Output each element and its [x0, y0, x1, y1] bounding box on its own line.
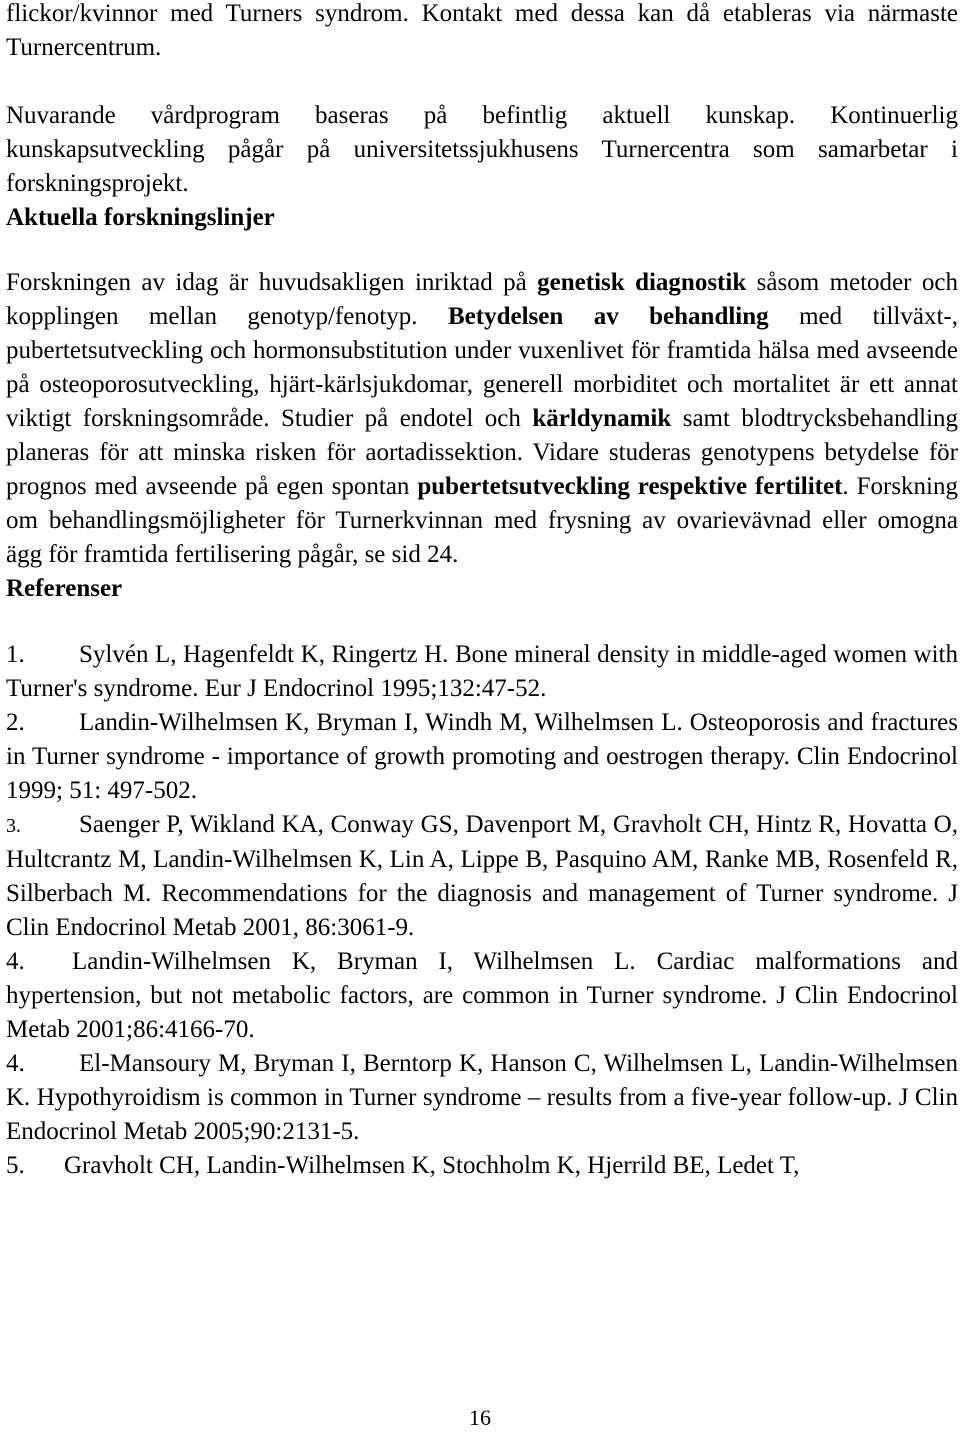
research-bold-1: genetisk diagnostik [537, 269, 747, 296]
research-bold-4: pubertetsutveckling respektive fertilitet [417, 473, 843, 500]
research-paragraph [6, 266, 958, 572]
reference-number: 2. [6, 709, 25, 736]
research-text-5: . Forskning om behandlingsmöjligheter för Turnerkvinnan med frysning av ovarievävnad eller omogna ägg för framtida fertilisering pågår, se sid 24. [6, 473, 959, 568]
reference-text: Landin-Wilhelmsen K, Bryman I, Wilhelmsen L. Cardiac malformations and hypertension, but not metabolic factors, are common in Turner syndrome. J Clin Endocrinol Metab 2001;86:4166-70. [6, 948, 958, 1043]
research-text-1: Forskningen av idag är huvudsakligen inriktad på [6, 269, 538, 296]
reference-item [6, 945, 958, 1047]
reference-number [6, 808, 79, 843]
intro-paragraph-1: flickor/kvinnor med Turners syndrom. Kontakt med dessa kan då etableras via närmaste Turnercentrum. [6, 0, 958, 61]
research-text-3: med tillväxt-, pubertetsutveckling och hormonsubstitution under vuxenlivet för framtida hälsa med avseende på osteoporosutveckling, hjärt-kärlsjukdomar, generell morbiditet och mortalitet är ett annat viktigt forskningsområde. Studier på endotel och [6, 303, 958, 432]
references-heading: Referenser [6, 575, 123, 602]
reference-item [6, 706, 958, 808]
reference-number: 5. [6, 1152, 25, 1179]
document-page [6, 0, 958, 1183]
reference-text: Sylvén L, Hagenfeldt K, Ringertz H. Bone mineral density in middle-aged women with Turner's syndrome. Eur J Endocrinol 1995;132:47-52. [6, 641, 958, 702]
reference-number: 1. [6, 641, 25, 668]
reference-text: Gravholt CH, Landin-Wilhelmsen K, Stochholm K, Hjerrild BE, Ledet T, [64, 1152, 800, 1179]
reference-item [6, 638, 958, 706]
research-text-2: såsom metoder och kopplingen mellan genotyp/fenotyp. [6, 269, 958, 330]
intro-paragraph-2: Nuvarande vårdprogram baseras på befintlig aktuell kunskap. Kontinuerlig kunskapsutveckling pågår på universitetssjukhusens Turnercentra som samarbetar i forskningsprojekt. [6, 102, 958, 197]
reference-text: El-Mansoury M, Bryman I, Berntorp K, Hanson C, Wilhelmsen L, Landin-Wilhelmsen K. Hypothyroidism is common in Turner syndrome – results from a five-year follow-up. J Clin Endocrinol Metab 2005;90:2131-5. [6, 1050, 958, 1145]
references-list [6, 638, 958, 1183]
research-text-4: samt blodtrycksbehandling planeras för att minska risken för aortadissektion. Vidare studeras genotypens betydelse för prognos med avseende på egen spontan [6, 405, 959, 500]
reference-number: 4. [6, 1050, 25, 1077]
reference-text: Landin-Wilhelmsen K, Bryman I, Windh M, Wilhelmsen L. Osteoporosis and fractures in Turner syndrome - importance of growth promoting and oestrogen therapy. Clin Endocrinol 1999; 51: 497-502. [6, 709, 958, 804]
research-bold-2: Betydelsen av behandling [447, 303, 769, 330]
research-heading: Aktuella forskningslinjer [6, 204, 275, 231]
reference-item [6, 1149, 958, 1183]
reference-item [6, 808, 958, 945]
page-number: 16 [469, 1405, 491, 1430]
reference-number: 4. [6, 948, 25, 975]
research-bold-3: kärldynamik [532, 405, 672, 432]
reference-number-text: 3. [6, 815, 21, 837]
reference-text: Saenger P, Wikland KA, Conway GS, Davenport M, Gravholt CH, Hintz R, Hovatta O, Hultcrantz M, Landin-Wilhelmsen K, Lin A, Lippe B, Pasquino AM, Ranke MB, Rosenfeld R, Silberbach M. Recommendations for the diagnosis and management of Turner syndrome. J Clin Endocrinol Metab 2001, 86:3061-9. [6, 811, 958, 941]
reference-item [6, 1047, 958, 1149]
